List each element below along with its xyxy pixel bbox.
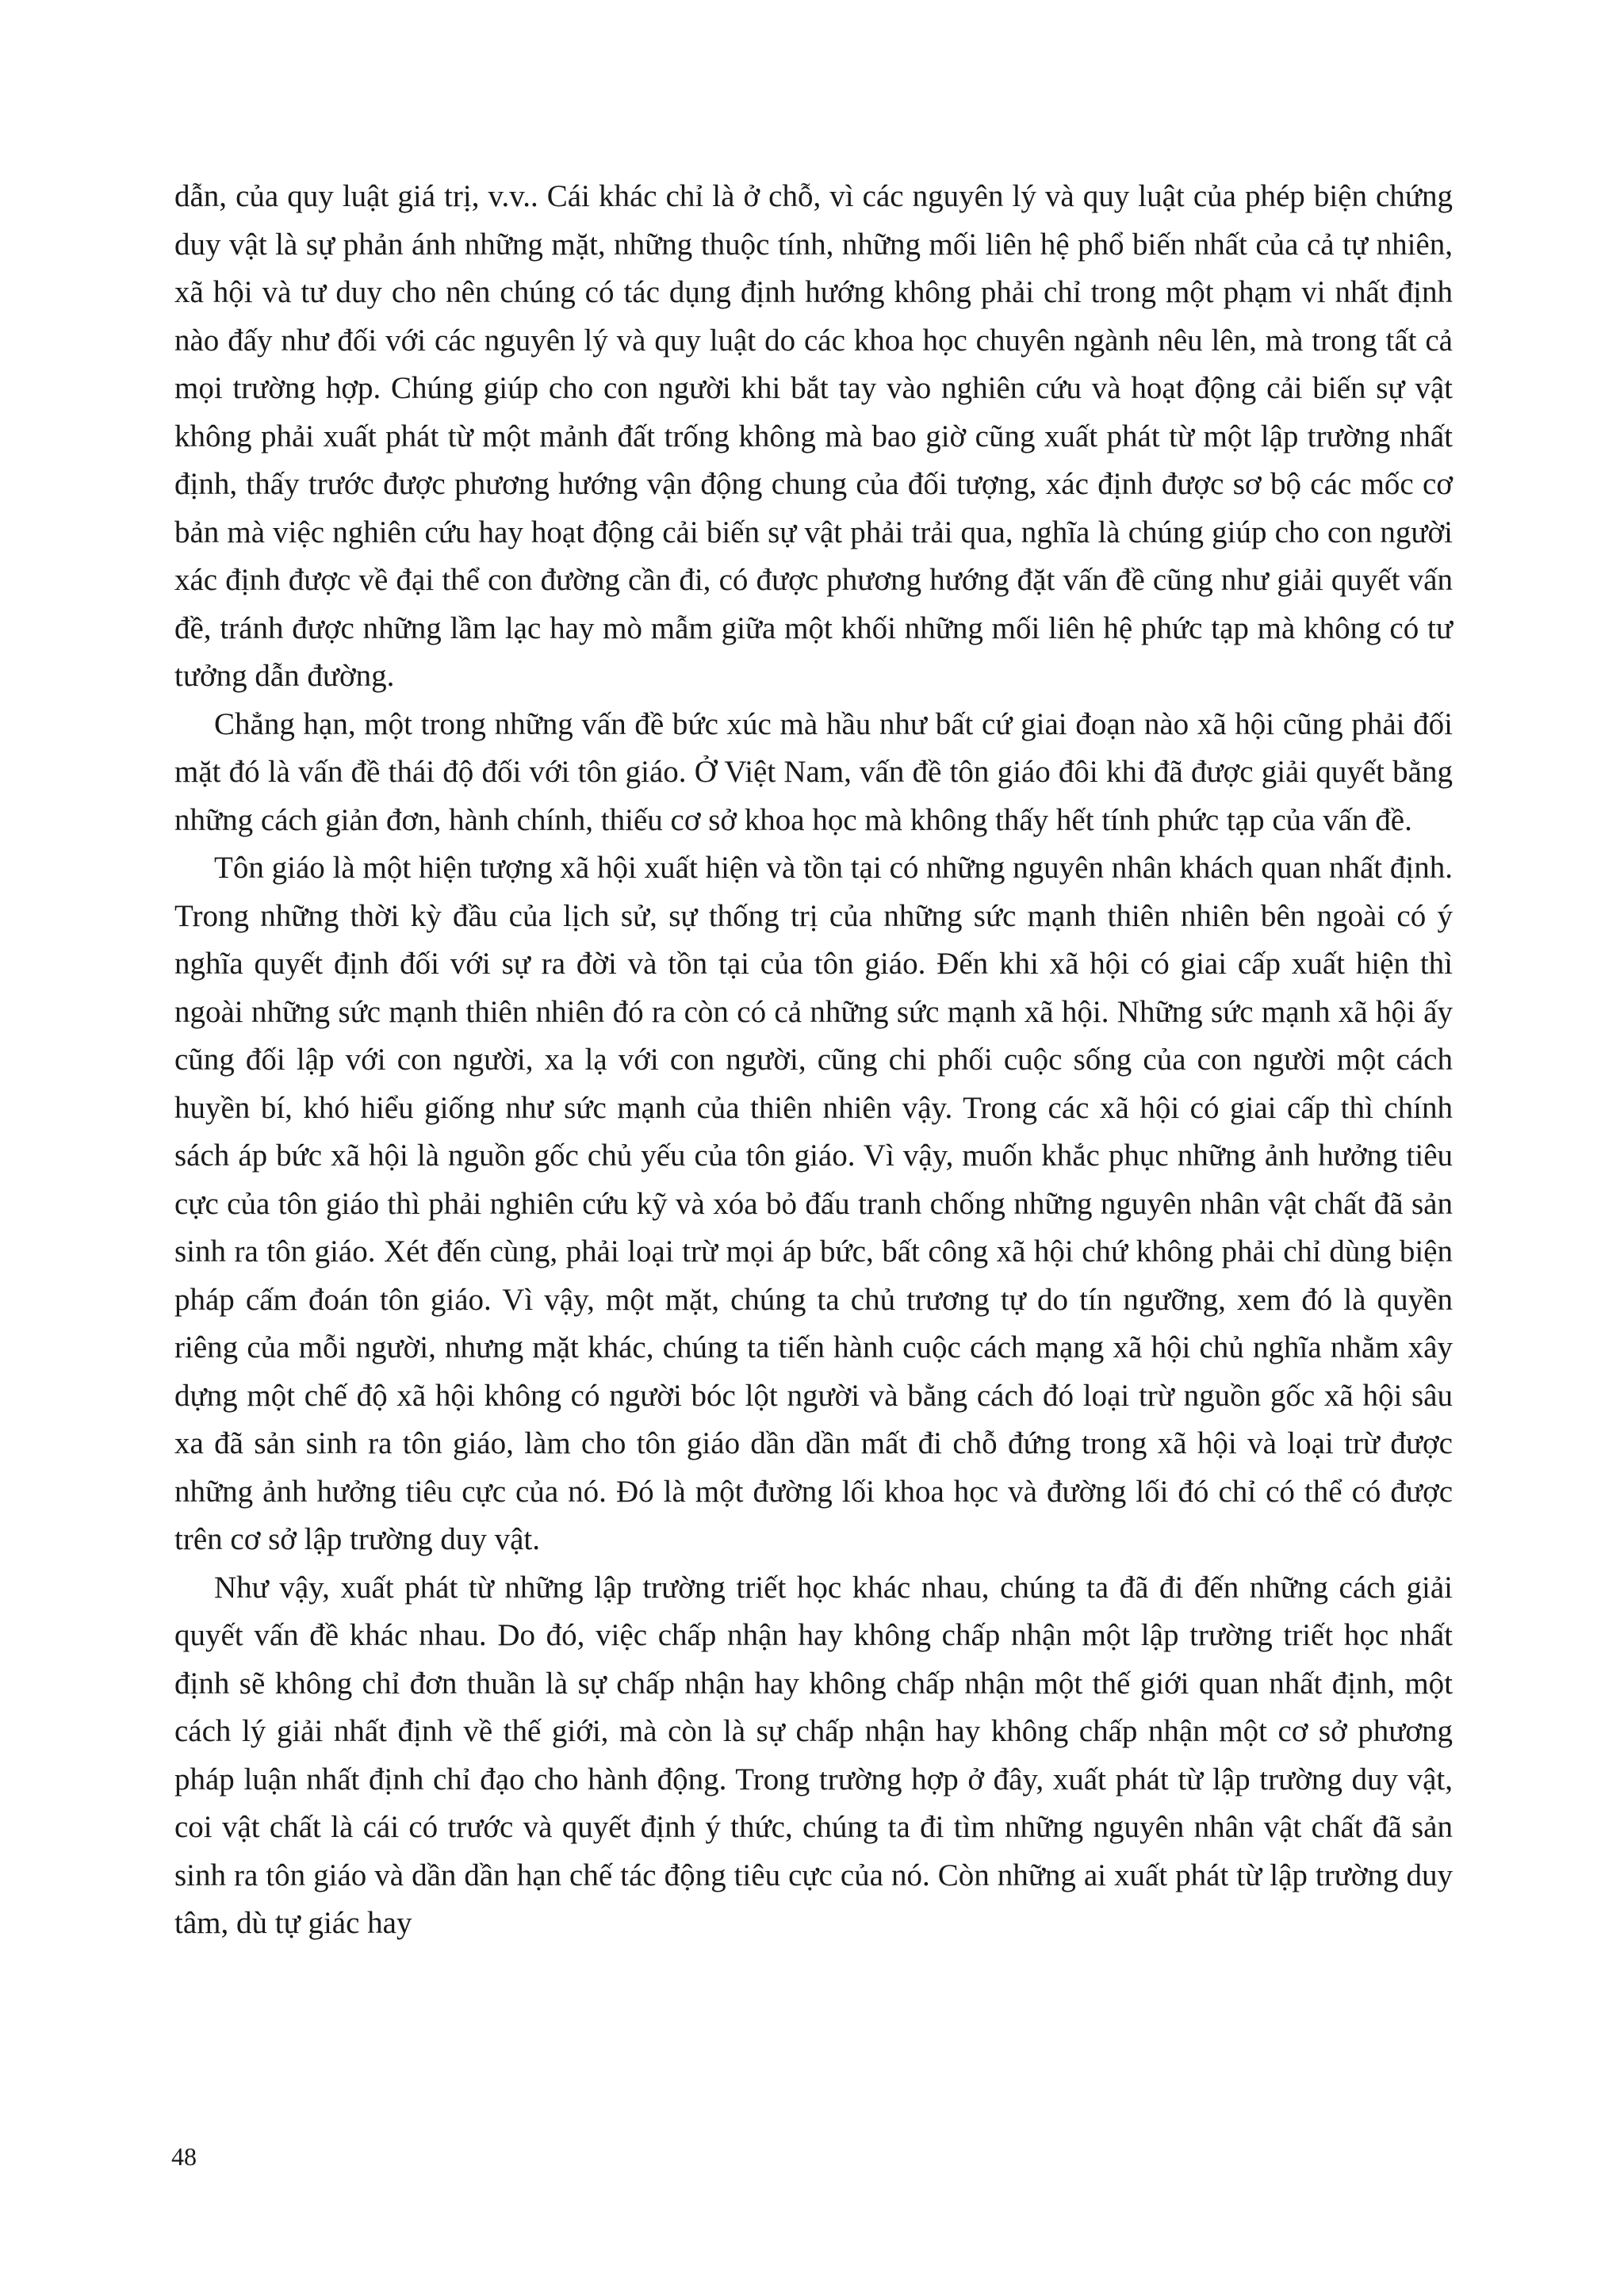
body-text [174, 173, 1453, 1948]
page-number: 48 [171, 2142, 197, 2171]
paragraph-religion-causes: Tôn giáo là một hiện tượng xã hội xuất hiện và tồn tại có những nguyên nhân khách quan nhất định. Trong những thời kỳ đầu của lịch sử, sự thống trị của những sức mạnh thiên nhiên bên ngoài có ý nghĩa quyết định đối với sự ra đời và tồn tại của tôn giáo. Đến khi xã hội có giai cấp xuất hiện thì ngoài những sức mạnh thiên nhiên đó ra còn có cả những sức mạnh xã hội. Những sức mạnh xã hội ấy cũng đối lập với con người, xa lạ với con người, cũng chi phối cuộc sống của con người một cách huyền bí, khó hiểu giống như sức mạnh của thiên nhiên vậy. Trong các xã hội có giai cấp thì chính sách áp bức xã hội là nguồn gốc chủ yếu của tôn giáo. Vì vậy, muốn khắc phục những ảnh hưởng tiêu cực của tôn giáo thì phải nghiên cứu kỹ và xóa bỏ đấu tranh chống những nguyên nhân vật chất đã sản sinh ra tôn giáo. Xét đến cùng, phải loại trừ mọi áp bức, bất công xã hội chứ không phải chỉ dùng biện pháp cấm đoán tôn giáo. Vì vậy, một mặt, chúng ta chủ trương tự do tín ngưỡng, xem đó là quyền riêng của mỗi người, nhưng mặt khác, chúng ta tiến hành cuộc cách mạng xã hội chủ nghĩa nhằm xây dựng một chế độ xã hội không có người bóc lột người và bằng cách đó loại trừ nguồn gốc xã hội sâu xa đã sản sinh ra tôn giáo, làm cho tôn giáo dần dần mất đi chỗ đứng trong xã hội và loại trừ được những ảnh hưởng tiêu cực của nó. Đó là một đường lối khoa học và đường lối đó chỉ có thể có được trên cơ sở lập trường duy vật. [174, 851, 1453, 1556]
paragraph-conclusion: Như vậy, xuất phát từ những lập trường triết học khác nhau, chúng ta đã đi đến những cách giải quyết vấn đề khác nhau. Do đó, việc chấp nhận hay không chấp nhận một lập trường triết học nhất định sẽ không chỉ đơn thuần là sự chấp nhận hay không chấp nhận một thế giới quan nhất định, một cách lý giải nhất định về thế giới, mà còn là sự chấp nhận hay không chấp nhận một cơ sở phương pháp luận nhất định chỉ đạo cho hành động. Trong trường hợp ở đây, xuất phát từ lập trường duy vật, coi vật chất là cái có trước và quyết định ý thức, chúng ta đi tìm những nguyên nhân vật chất đã sản sinh ra tôn giáo và dần dần hạn chế tác động tiêu cực của nó. Còn những ai xuất phát từ lập trường duy tâm, dù tự giác hay [174, 1570, 1453, 1940]
paragraph-religion-intro: Chẳng hạn, một trong những vấn đề bức xúc mà hầu như bất cứ giai đoạn nào xã hội cũng phải đối mặt đó là vấn đề thái độ đối với tôn giáo. Ở Việt Nam, vấn đề tôn giáo đôi khi đã được giải quyết bằng những cách giản đơn, hành chính, thiếu cơ sở khoa học mà không thấy hết tính phức tạp của vấn đề. [174, 706, 1453, 837]
paragraph-continuation: dẫn, của quy luật giá trị, v.v.. Cái khác chỉ là ở chỗ, vì các nguyên lý và quy luật của phép biện chứng duy vật là sự phản ánh những mặt, những thuộc tính, những mối liên hệ phổ biến nhất của cả tự nhiên, xã hội và tư duy cho nên chúng có tác dụng định hướng không phải chỉ trong một phạm vi nhất định nào đấy như đối với các nguyên lý và quy luật do các khoa học chuyên ngành nêu lên, mà trong tất cả mọi trường hợp. Chúng giúp cho con người khi bắt tay vào nghiên cứu và hoạt động cải biến sự vật không phải xuất phát từ một mảnh đất trống không mà bao giờ cũng xuất phát từ một lập trường nhất định, thấy trước được phương hướng vận động chung của đối tượng, xác định được sơ bộ các mốc cơ bản mà việc nghiên cứu hay hoạt động cải biến sự vật phải trải qua, nghĩa là chúng giúp cho con người xác định được về đại thể con đường cần đi, có được phương hướng đặt vấn đề cũng như giải quyết vấn đề, tránh được những lầm lạc hay mò mẫm giữa một khối những mối liên hệ phức tạp mà không có tư tưởng dẫn đường. [174, 179, 1453, 693]
